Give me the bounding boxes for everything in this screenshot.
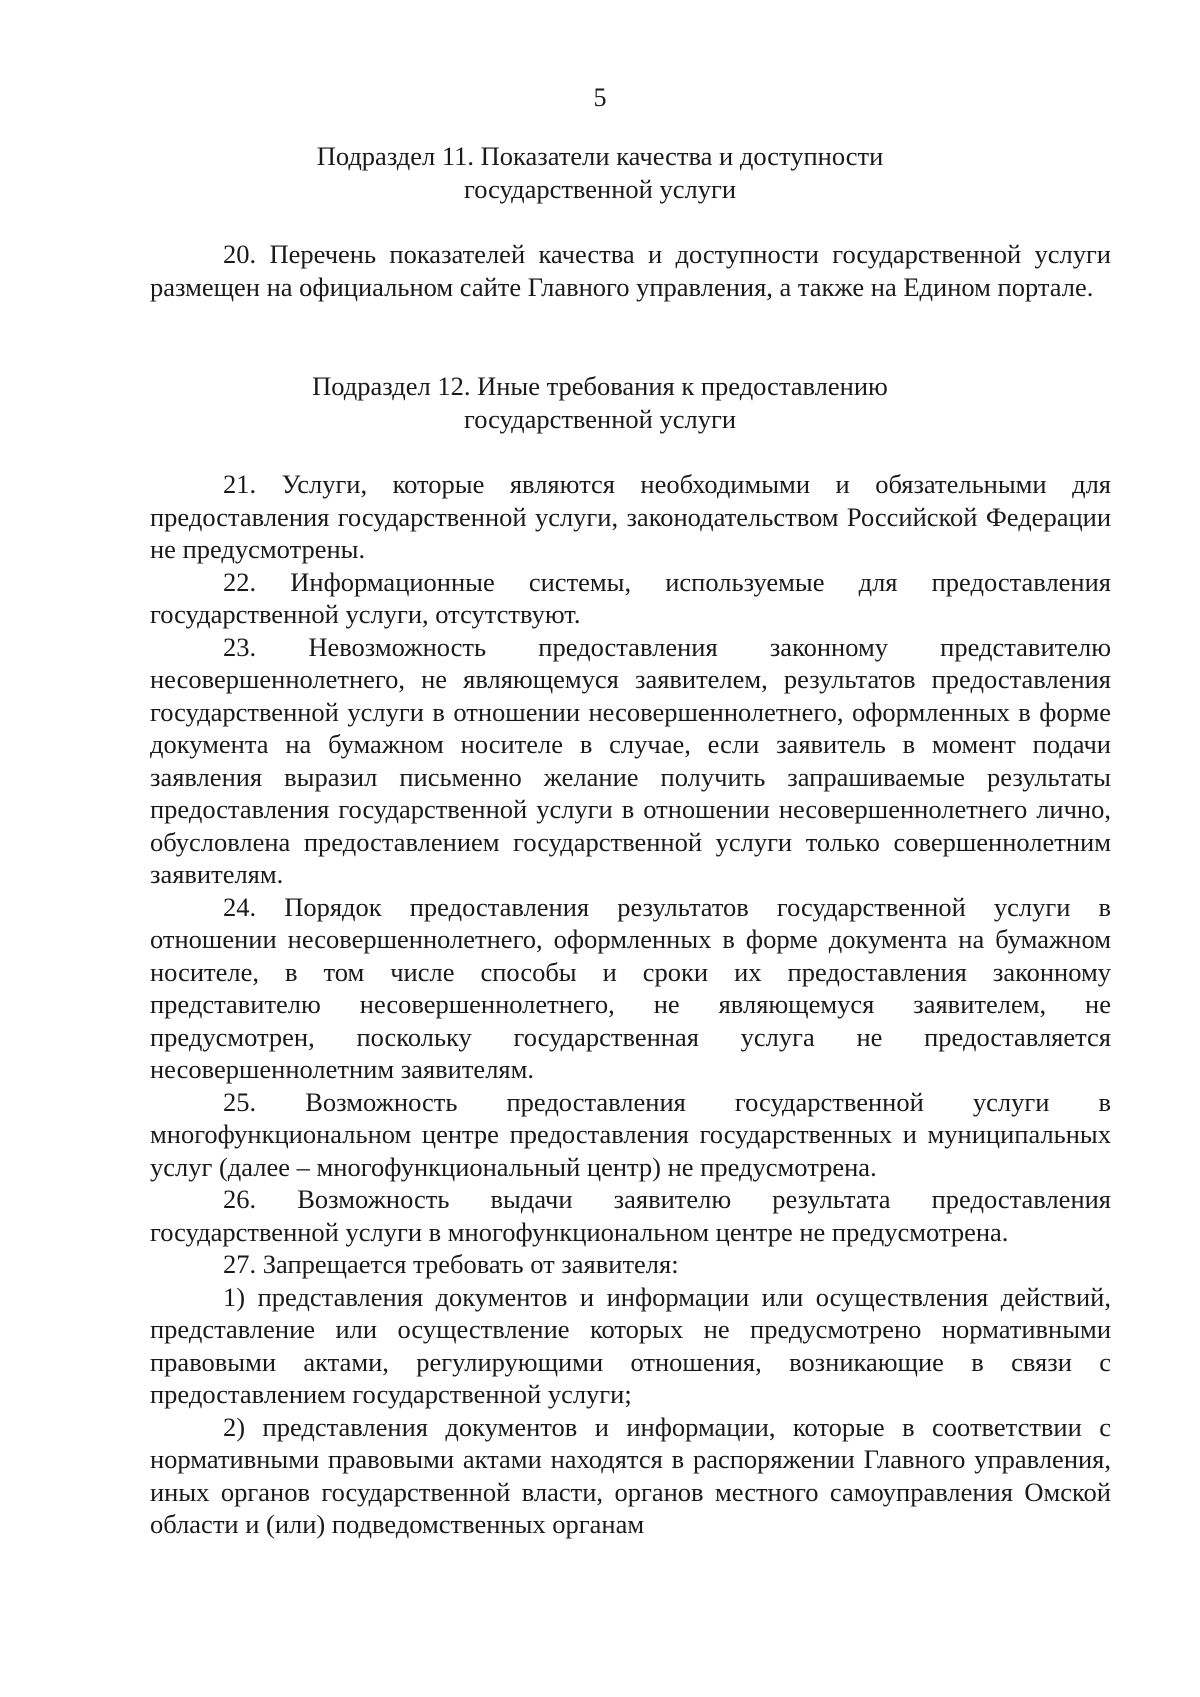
paragraph-24: 24. Порядок предоставления результатов государственной услуги в отношении несовершеннолетнего, оформленных в форме документа на бумажном носителе, в том числе способы и сроки их предоставления законному представителю несовершеннолетнего, не являющемуся заявителем, не предусмотрен, поскольку государственная услуга не предоставляется несовершеннолетним заявителям. [150, 891, 1111, 1084]
paragraph-22: 22. Информационные системы, используемые для предоставления государственной услуги, отсутствуют. [150, 566, 1111, 629]
subsection-11-title-line2: государственной услуги [463, 174, 737, 204]
subsection-12-title-line2: государственной услуги [463, 404, 737, 434]
paragraph-25: 25. Возможность предоставления государственной услуги в многофункциональном центре предоставления государственных и муниципальных услуг (далее – многофункциональный центр) не предусмотрена. [150, 1086, 1111, 1182]
paragraph-20: 20. Перечень показателей качества и доступности государственной услуги размещен на официальном сайте Главного управления, а также на Едином портале. [150, 239, 1111, 302]
paragraph-26: 26. Возможность выдачи заявителю результата предоставления государственной услуги в многофункциональном центре не предусмотрена. [150, 1184, 1111, 1247]
subsection-11-body [150, 238, 1111, 303]
page-number: 5 [593, 83, 607, 112]
subsection-12-body [150, 468, 1111, 1541]
paragraph-27: 27. Запрещается требовать от заявителя: [223, 1249, 679, 1279]
subsection-12-heading [0, 370, 1200, 436]
subsection-11-heading [0, 140, 1200, 206]
subsection-12-title-line1: Подраздел 12. Иные требования к предоставлению [312, 371, 888, 401]
paragraph-27-item-1: 1) представления документов и информации или осуществления действий, представление или осуществление которых не предусмотрено нормативными правовыми актами, регулирующими отношения, возникающие в связи с предоставлением государственной услуги; [150, 1281, 1111, 1409]
paragraph-21: 21. Услуги, которые являются необходимыми и обязательными для предоставления государственной услуги, законодательством Российской Федерации не предусмотрены. [150, 469, 1111, 564]
subsection-11-title-line1: Подраздел 11. Показатели качества и доступности [316, 141, 884, 171]
paragraph-27-item-2: 2) представления документов и информации, которые в соответствии с нормативными правовыми актами находятся в распоряжении Главного управления, иных органов государственной власти, органов местного самоуправления Омской области и (или) подведомственных органам [150, 1411, 1111, 1539]
paragraph-23: 23. Невозможность предоставления законному представителю несовершеннолетнего, не являющемуся заявителем, результатов предоставления государственной услуги в отношении несовершеннолетнего, оформленных в форме документа на бумажном носителе в случае, если заявитель в момент подачи заявления выразил письменно желание получить запрашиваемые результаты предоставления государственной услуги в отношении несовершеннолетнего лично, обусловлена предоставлением государственной услуги только совершеннолетним заявителям. [150, 631, 1111, 889]
